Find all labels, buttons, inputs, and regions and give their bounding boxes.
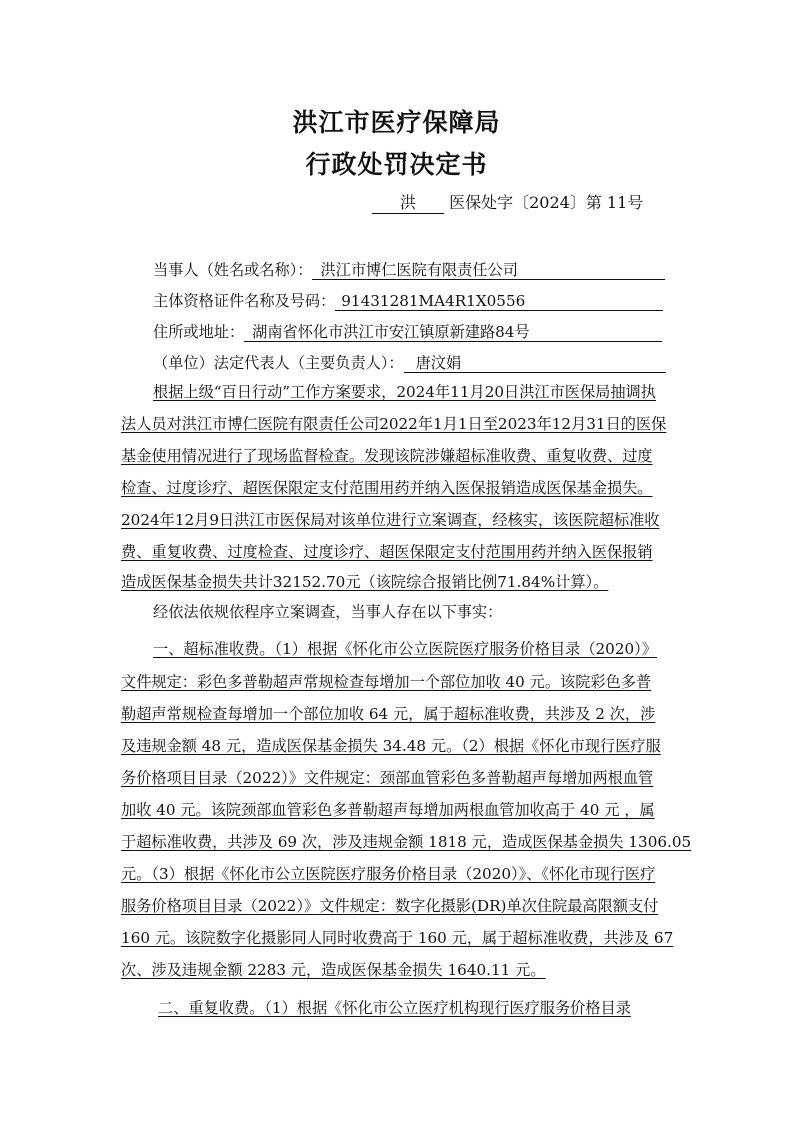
- facts-intro: 经依法依规依程序立案调查，当事人存在以下事实：: [153, 603, 503, 621]
- party-name-label: 当事人（姓名或名称）：: [153, 261, 313, 279]
- agency-title: 洪江市医疗保障局: [292, 108, 501, 137]
- intro-line: 2024年12月9日洪江市医保局对该单位进行立案调查，经核实，该医院超标准收: [121, 511, 660, 529]
- party-address-label: 住所或地址：: [153, 323, 245, 341]
- document-number: [372, 190, 643, 214]
- section1-line: 一、超标准收费。（1）根据《怀化市公立医院医疗服务价格目录（2020）》: [153, 640, 657, 658]
- intro-line: 基金使用情况进行了现场监督检查。发现该院涉嫌超标准收费、重复收费、过度: [121, 447, 653, 465]
- party-address-value: 湖南省怀化市洪江市安江镇原新建路84号: [244, 322, 662, 342]
- section1-line: 服务价格项目目录（2022）》文件规定：数字化摄影(DR)单次住院最高限额支付: [121, 897, 659, 915]
- party-cert-value: 91431281MA4R1X0556: [335, 291, 663, 311]
- intro-line: 费、重复收费、过度检查、过度诊疗、超医保限定支付范围用药并纳入医保报销: [121, 543, 653, 561]
- document-type-title: 行政处罚决定书: [305, 150, 488, 179]
- section1-line: 次、涉及违规金额 2283 元，造成医保基金损失 1640.11 元。: [121, 961, 546, 979]
- section2-line: 二、重复收费。（1）根据《怀化市公立医疗机构现行医疗服务价格目录: [158, 999, 631, 1017]
- section1-line: 及违规金额 48 元，造成医保基金损失 34.48 元。（2）根据《怀化市现行医疗服: [121, 737, 661, 755]
- intro-line: 检查、过度诊疗、超医保限定支付范围用药并纳入医保报销造成医保基金损失。: [121, 479, 653, 497]
- section1-line: 加收 40 元。该院颈部血管彩色多普勒超声每增加两根血管加收高于 40 元 ，属: [121, 801, 655, 819]
- section1-line: 文件规定：彩色多普勒超声常规检查每增加一个部位加收 40 元。该院彩色多普: [121, 673, 652, 691]
- party-name-row: [0, 260, 793, 280]
- party-cert-row: [0, 291, 793, 311]
- section1-line: 勒超声常规检查每增加一个部位加收 64 元，属于超标准收费，共涉及 2 次，涉: [121, 705, 656, 723]
- document-number-prefix: 洪: [372, 190, 444, 214]
- intro-line: 造成医保基金损失共计32152.70元（该院综合报销比例71.84%计算）。: [121, 573, 609, 591]
- section1-line: 160 元。该院数字化摄影同人同时收费高于 160 元，属于超标准收费，共涉及 67: [121, 929, 674, 947]
- party-cert-label: 主体资格证件名称及号码：: [153, 292, 336, 310]
- party-representative-label: （单位）法定代表人（主要负责人）：: [153, 354, 404, 372]
- section1-line: 务价格项目目录（2022）》文件规定：颈部血管彩色多普勒超声每增加两根血管: [121, 769, 654, 787]
- party-representative-row: [0, 353, 793, 373]
- party-name-value: 洪江市博仁医院有限责任公司: [312, 260, 665, 280]
- intro-line: 法人员对洪江市博仁医院有限责任公司2022年1月1日至2023年12月31日的医保: [121, 415, 667, 433]
- section1-line: 于超标准收费，共涉及 69 次，涉及违规金额 1818 元，造成医保基金损失 1306.05: [121, 833, 692, 851]
- document-number-body: 医保处字〔2024〕第 11号: [449, 193, 644, 212]
- intro-line: 根据上级“百日行动”工作方案要求，2024年11月20日洪江市医保局抽调执: [153, 383, 656, 401]
- party-address-row: [0, 322, 793, 342]
- section1-line: 元。（3）根据《怀化市公立医院医疗服务价格目录（2020）》、《怀化市现行医疗: [121, 865, 656, 883]
- party-representative-value: 唐汶娟: [404, 353, 666, 373]
